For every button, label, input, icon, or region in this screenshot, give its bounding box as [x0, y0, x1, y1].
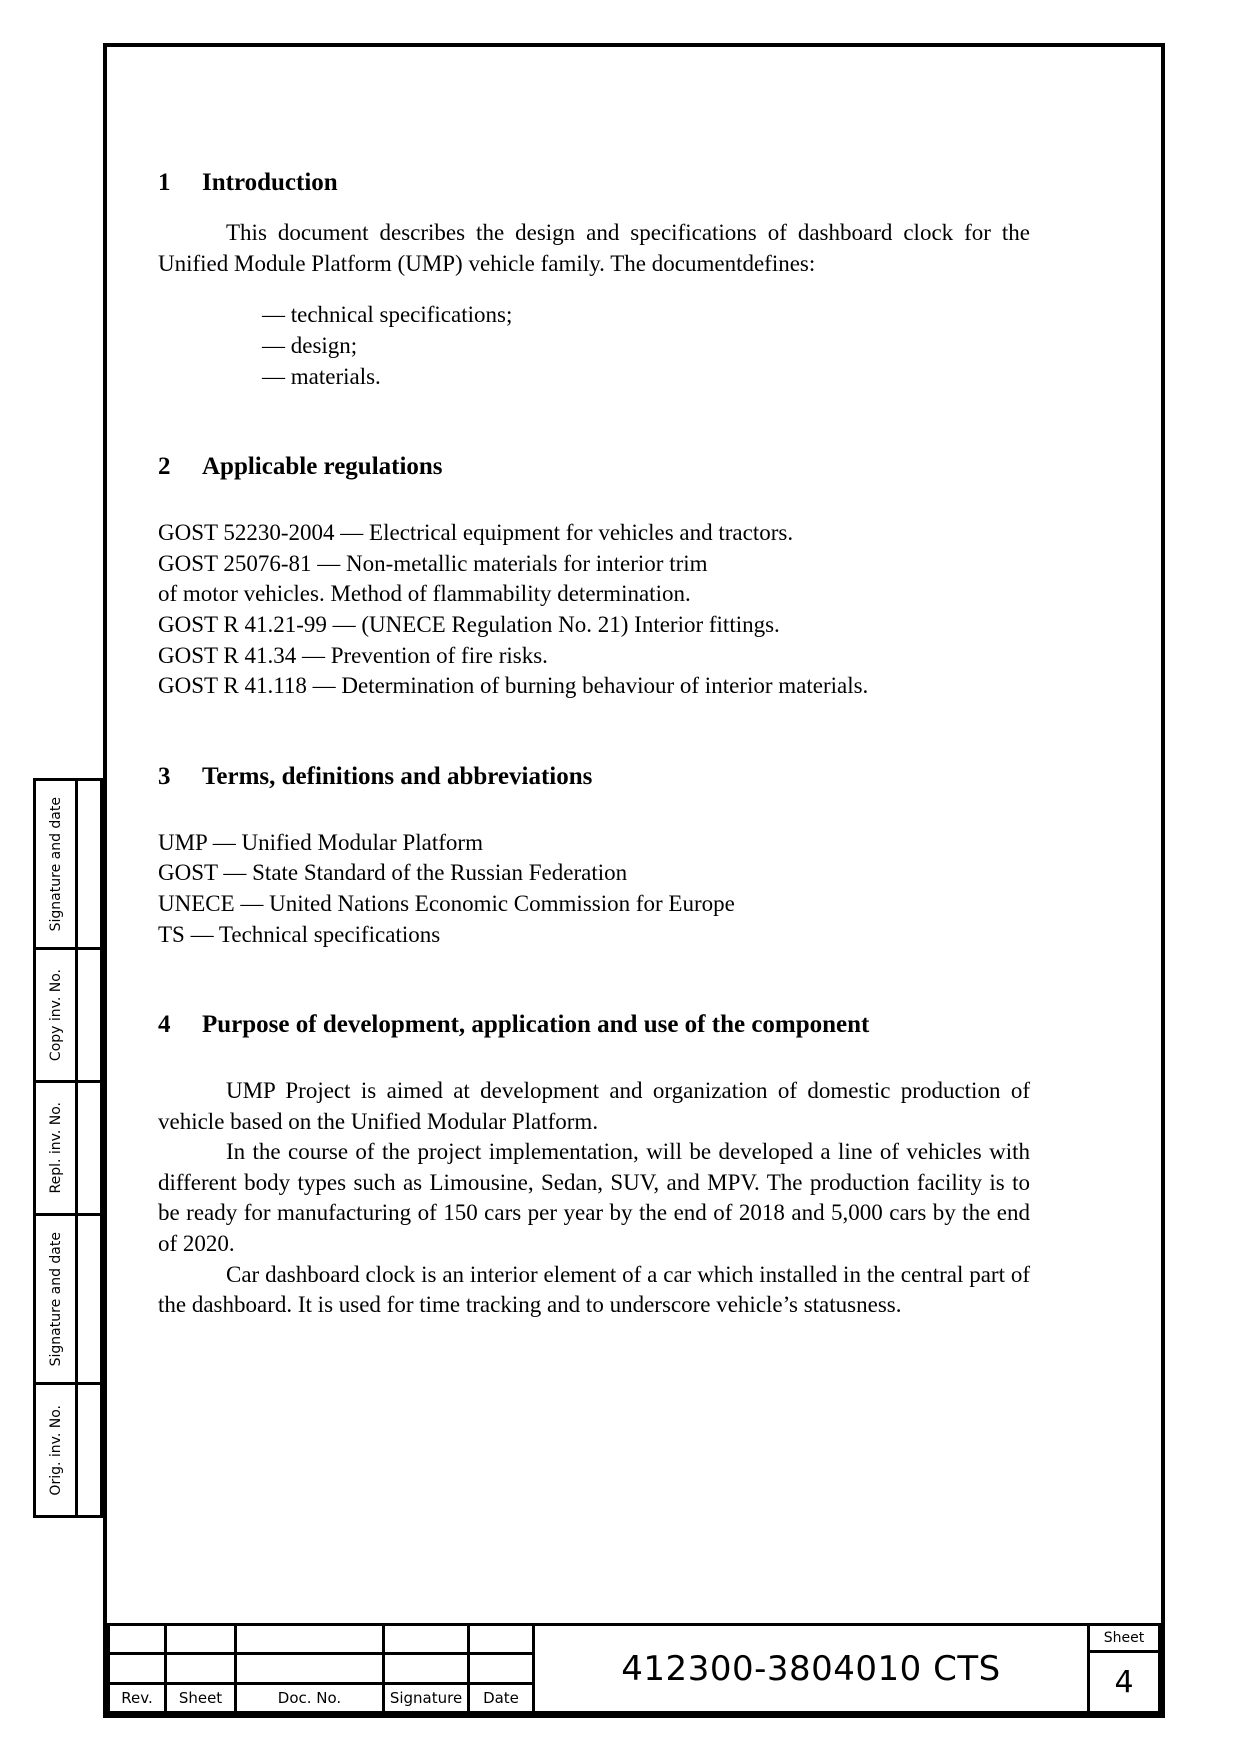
revision-cell-doc-no[interactable]: [237, 1626, 385, 1652]
table-row: [110, 1655, 532, 1684]
section-heading-4: [158, 1010, 1030, 1040]
side-form-row-signature-and-date-2: [36, 1216, 100, 1385]
regulation-line: GOST R 41.21-99 — (UNECE Regulation No. 21) Interior fittings.: [158, 612, 780, 638]
revision-cell-sheet[interactable]: [167, 1655, 237, 1681]
column-header-sheet: Sheet: [167, 1685, 237, 1711]
column-header-doc-no: Doc. No.: [237, 1685, 385, 1711]
side-form-row-copy-inv-no: [36, 950, 100, 1083]
side-form-entry-field[interactable]: [78, 1083, 100, 1213]
side-form-label: Orig. inv. No.: [47, 1404, 64, 1496]
abbreviation-line: UMP — Unified Modular Platform: [158, 829, 483, 855]
side-form-label: Repl. inv. No.: [47, 1102, 64, 1194]
section-4-paragraph-2: In the course of the project implementation, will be developed a line of vehicles with different body types such as Limousine, Sedan, SUV, and MPV. The production facility is to be ready for manufacturing of 150 cars per year by the end of 2018 and 5,000 cars by the end of 2020.: [158, 1139, 1030, 1256]
document-body: [158, 168, 1030, 1321]
side-form-label-cell: [36, 1385, 78, 1515]
document-number: 412300-3804010 CTS: [532, 1623, 1090, 1714]
regulation-line: GOST 25076-81 — Non-metallic materials for interior trim: [158, 550, 708, 576]
section-number: 2: [158, 453, 171, 481]
revision-cell-rev[interactable]: [110, 1626, 167, 1652]
side-form-entry-field[interactable]: [78, 1385, 100, 1515]
list-item: — design;: [262, 333, 358, 359]
regulation-line: of motor vehicles. Method of flammability determination.: [158, 581, 691, 607]
regulation-line: GOST R 41.34 — Prevention of fire risks.: [158, 642, 548, 668]
list-item: — technical specifications;: [262, 302, 513, 328]
section-4-paragraph-3: Car dashboard clock is an interior element of a car which installed in the central part of the dashboard. It is used for time tracking and to underscore vehicle’s statusness.: [158, 1261, 1030, 1318]
list-item: — materials.: [262, 364, 381, 390]
side-form-label: Signature and date: [47, 796, 64, 932]
column-header-signature: Signature: [385, 1685, 470, 1711]
side-form-label-cell: [36, 950, 78, 1080]
section-title: Introduction: [202, 169, 338, 196]
section-title: Purpose of development, application and use of the component: [202, 1011, 870, 1039]
side-form-entry-field[interactable]: [78, 781, 100, 947]
sheet-number: 4: [1114, 1664, 1134, 1700]
side-form: [33, 778, 103, 1518]
sheet-label: Sheet: [1090, 1626, 1158, 1653]
side-form-entry-field[interactable]: [78, 1216, 100, 1382]
sheet-number-block: [1090, 1623, 1161, 1714]
section-2-regulation-list: [158, 518, 1030, 701]
section-heading-1: [158, 168, 1030, 198]
side-form-label: Signature and date: [47, 1231, 64, 1367]
section-number: 3: [158, 762, 171, 790]
revision-cell-date[interactable]: [470, 1655, 532, 1681]
section-heading-3: [158, 762, 1030, 792]
revision-cell-rev[interactable]: [110, 1655, 167, 1681]
title-block-revision-table: [107, 1623, 532, 1714]
section-1-list: [158, 299, 1030, 392]
side-form-row-repl-inv-no: [36, 1083, 100, 1216]
abbreviation-line: UNECE — United Nations Economic Commission for Europe: [158, 890, 735, 916]
section-title: Applicable regulations: [202, 453, 443, 481]
side-form-label-cell: [36, 1083, 78, 1213]
section-3-abbreviation-list: [158, 828, 1030, 950]
column-header-date: Date: [483, 1688, 519, 1707]
abbreviation-line: GOST — State Standard of the Russian Federation: [158, 860, 628, 886]
side-form-row-signature-and-date-1: [36, 781, 100, 950]
column-header-rev: Rev.: [110, 1685, 167, 1711]
side-form-label-cell: [36, 781, 78, 947]
title-block: [107, 1623, 1161, 1714]
revision-cell-signature[interactable]: [385, 1626, 470, 1652]
section-4-paragraph-1: UMP Project is aimed at development and organization of domestic production of vehicle based on the Unified Modular Platform.: [158, 1078, 1030, 1134]
section-1-paragraph: This document describes the design and specifications of dashboard clock for the Unified Module Platform (UMP) vehicle family. The documentdefines:: [158, 220, 1030, 276]
side-form-label: Copy inv. No.: [47, 969, 64, 1062]
section-number: 4: [158, 1011, 171, 1039]
revision-cell-doc-no[interactable]: [237, 1655, 385, 1681]
section-title: Terms, definitions and abbreviations: [202, 762, 593, 790]
side-form-entry-field[interactable]: [78, 950, 100, 1080]
section-number: 1: [158, 169, 171, 196]
revision-cell-signature[interactable]: [385, 1655, 470, 1681]
section-heading-2: [158, 452, 1030, 482]
abbreviation-line: TS — Technical specifications: [158, 921, 441, 947]
table-row: [110, 1626, 532, 1655]
regulation-line: GOST 52230-2004 — Electrical equipment for vehicles and tractors.: [158, 520, 794, 546]
revision-cell-sheet[interactable]: [167, 1626, 237, 1652]
side-form-label-cell: [36, 1216, 78, 1382]
regulation-line: GOST R 41.118 — Determination of burning behaviour of interior materials.: [158, 673, 869, 699]
table-header-row: [110, 1685, 532, 1711]
side-form-row-orig-inv-no: [36, 1385, 100, 1515]
revision-cell-date[interactable]: [470, 1626, 532, 1652]
